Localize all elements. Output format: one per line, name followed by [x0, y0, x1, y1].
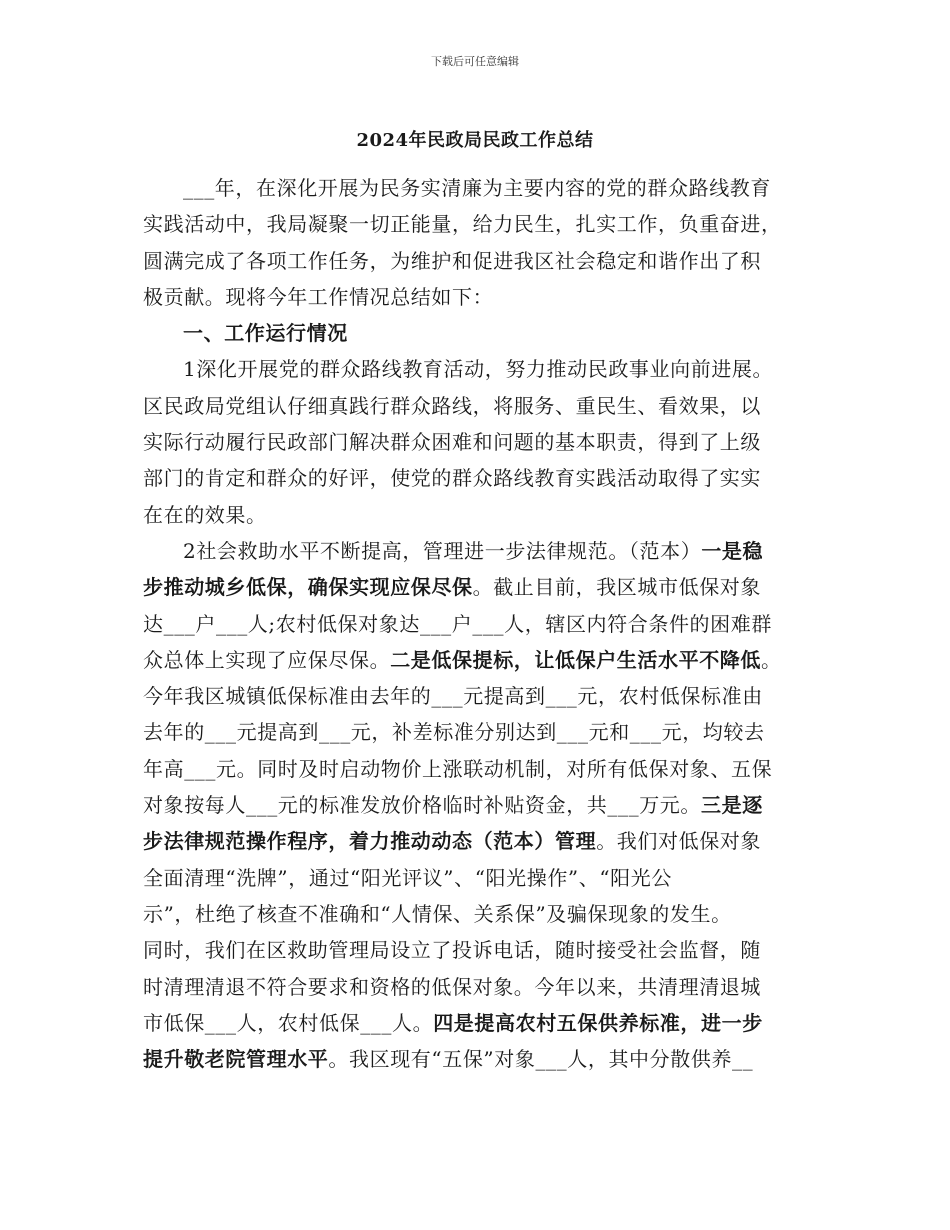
- text-line: [143, 279, 813, 315]
- text-segment: 1深化开展党的群众路线教育活动，努力推动民政事业向前进展。: [183, 357, 774, 382]
- text-line: [143, 932, 813, 968]
- text-segment: 2社会救助水平不断提高，管理进一步法律规范。（范本）: [183, 538, 702, 563]
- text-line: [143, 1041, 813, 1077]
- text-line: [143, 388, 813, 424]
- text-segment: 全面清理“洗牌”，通过“阳光评议”、“阳光操作”、“阳光公: [143, 865, 672, 890]
- text-segment: 去年的___元提高到___元，补差标准分别达到___元和___元，均较去: [143, 720, 765, 745]
- text-line: [143, 1005, 813, 1041]
- text-segment: 在在的效果。: [143, 502, 267, 527]
- text-line: [143, 751, 813, 787]
- text-segment: 实际行动履行民政部门解决群众困难和问题的基本职责，得到了上级: [143, 430, 761, 455]
- text-segment: 。: [761, 647, 782, 672]
- header-note: 下载后可任意编辑: [431, 55, 519, 68]
- text-line: [143, 533, 813, 569]
- text-segment: 圆满完成了各项工作任务，为维护和促进我区社会稳定和谐作出了积: [143, 248, 761, 273]
- bold-text-segment: 三是逐: [701, 793, 763, 818]
- bold-text-segment: 步法律规范操作程序，着力推动动态（范本）管理: [143, 829, 597, 854]
- text-line: [143, 206, 813, 242]
- text-segment: 达___户___人;农村低保对象达___户___人，辖区内符合条件的困难群: [143, 611, 772, 636]
- text-segment: 。我们对低保对象: [596, 829, 762, 854]
- text-line: [143, 787, 813, 823]
- text-segment: 实践活动中，我局凝聚一切正能量，给力民生，扎实工作，负重奋进，: [143, 212, 782, 237]
- bold-text-segment: 一是稳: [701, 538, 764, 563]
- text-segment: ___年，在深化开展为民务实清廉为主要内容的党的群众路线教育: [183, 176, 771, 200]
- text-segment: 年高___元。同时及时启动物价上涨联动机制，对所有低保对象、五保: [143, 756, 773, 781]
- text-segment: 今年我区城镇低保标准由去年的___元提高到___元，农村低保标准由: [143, 684, 763, 709]
- bold-text-segment: 二是低保提标，让低保户生活水平不降低: [390, 647, 762, 672]
- text-line: [143, 969, 813, 1005]
- text-segment: 对象按每人___元的标准发放价格临时补贴资金，共___万元。: [143, 793, 701, 818]
- text-line: [143, 823, 813, 859]
- text-line: [143, 243, 813, 279]
- text-segment: 部门的肯定和群众的好评，使党的群众路线教育实践活动取得了实实: [143, 466, 761, 491]
- bold-text-segment: 四是提高农村五保供养标准，进一步: [433, 1010, 763, 1035]
- text-segment: 时清理清退不符合要求和资格的低保对象。今年以来，共清理清退城: [143, 974, 761, 999]
- text-line: [143, 315, 813, 351]
- text-line: [143, 569, 813, 605]
- text-line: [143, 678, 813, 714]
- text-segment: 极贡献。现将今年工作情况总结如下：: [143, 284, 494, 309]
- text-line: [143, 860, 813, 896]
- text-segment: 众总体上实现了应保尽保。: [143, 647, 391, 672]
- document-body: [143, 170, 813, 1077]
- text-segment: 区民政局党组认仔细真践行群众路线，将服务、重民生、看效果，以: [143, 393, 761, 418]
- text-line: [143, 460, 813, 496]
- text-segment: 示”，杜绝了核查不准确和“人情保、关系保”及骗保现象的发生。: [143, 901, 732, 926]
- text-line: [143, 714, 813, 750]
- bold-text-segment: 步推动城乡低保，确保实现应保尽保: [143, 575, 473, 600]
- text-segment: 同时，我们在区救助管理局设立了投诉电话，随时接受社会监督，随: [143, 938, 761, 963]
- text-line: [143, 896, 813, 932]
- text-line: [143, 497, 813, 533]
- text-line: [143, 170, 813, 206]
- text-segment: 市低保___人，农村低保___人。: [143, 1010, 434, 1035]
- text-segment: 。我区现有“五保”对象___人，其中分散供养__: [328, 1047, 754, 1072]
- text-line: [143, 642, 813, 678]
- text-line: [143, 351, 813, 387]
- text-line: [143, 606, 813, 642]
- bold-text-segment: 一、工作运行情况: [183, 321, 348, 346]
- text-segment: 。截止目前，我区城市低保对象: [472, 575, 762, 600]
- document-title: 2024年民政局民政工作总结: [356, 130, 594, 151]
- text-line: [143, 424, 813, 460]
- bold-text-segment: 提升敬老院管理水平: [143, 1047, 329, 1072]
